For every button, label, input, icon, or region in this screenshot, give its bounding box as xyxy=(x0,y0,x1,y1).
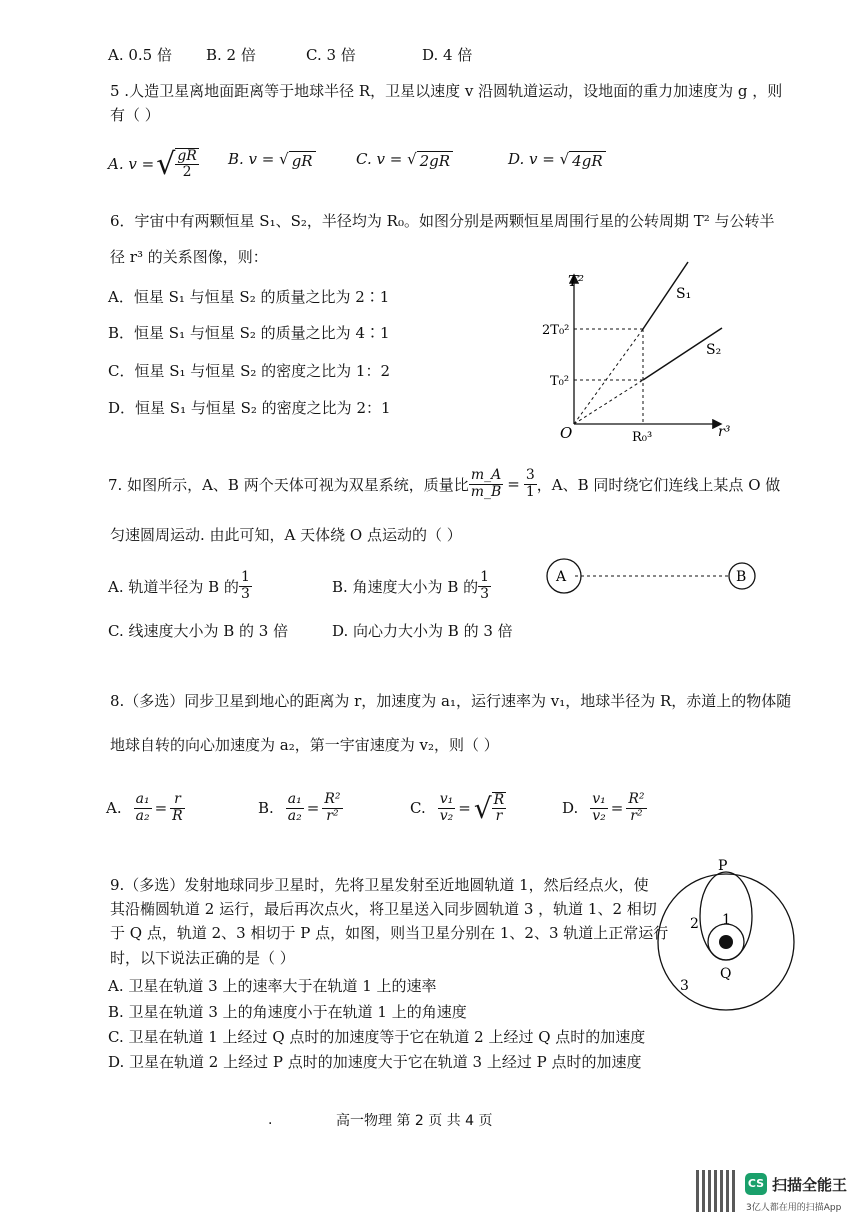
q9-stem-line1: 9.（多选）发射地球同步卫星时，先将卫星发射至近地圆轨道 1，然后经点火，使 xyxy=(110,876,649,894)
x-axis-label: r³ xyxy=(718,424,731,440)
q8-stem-line2: 地球自转的向心加速度为 a₂，第一宇宙速度为 v₂，则（ ） xyxy=(110,736,499,754)
q6-graph xyxy=(540,258,760,450)
s1-label: S₁ xyxy=(676,286,692,302)
earth-icon xyxy=(719,935,733,949)
q8-stem-line1: 8.（多选）同步卫星到地心的距离为 r，加速度为 a₁，运行速率为 v₁，地球半径为 R，赤道上的物体随 xyxy=(110,692,792,710)
point-p-label: P xyxy=(718,858,728,874)
tick-t0: T₀² xyxy=(550,374,570,389)
q4-option-b: B. 2 倍 xyxy=(206,46,256,64)
q6-stem-line1: 6．宇宙中有两颗恒星 S₁、S₂，半径均为 R₀。如图分别是两颗恒星周围行星的公转周期 T² 与公转半 xyxy=(110,212,775,230)
q9-stem-line2: 其沿椭圆轨道 2 运行，最后再次点火，将卫星送入同步圆轨道 3 ，轨道 1、2 相切 xyxy=(110,900,657,918)
q5-option-d: D. v = √ 4gR xyxy=(508,150,606,170)
body-b-label: B xyxy=(736,569,747,585)
q9-stem-line4: 时，以下说法正确的是（ ） xyxy=(110,949,295,967)
origin-label: O xyxy=(560,424,573,442)
q8-option-c: C. $\frac{\text{v₁}}{\text{v₂}}$ = √ $\frac{R}{r}$ xyxy=(410,791,505,825)
q6-option-b: B．恒星 S₁ 与恒星 S₂ 的质量之比为 4∶1 xyxy=(108,324,390,342)
s2-dashed xyxy=(574,380,643,424)
cs-logo-icon: CS xyxy=(745,1173,767,1195)
q4-option-a: A. 0.5 倍 xyxy=(108,46,172,64)
q9-option-c: C. 卫星在轨道 1 上经过 Q 点时的加速度等于它在轨道 2 上经过 Q 点时的加速度 xyxy=(108,1028,646,1046)
q7-option-b: B. 角速度大小为 B 的 $\frac{1}{3}$ xyxy=(332,569,490,602)
q9-orbit-diagram xyxy=(656,852,806,1022)
q7-stem-line1: 7. 如图所示，A、B 两个天体可视为双星系统，质量比 $\frac{m\_A}{m\_B}$ = $\frac{3}{1}$ ，A、B 同时绕它们连线上某点 O 做 xyxy=(108,467,781,500)
q7-option-d: D. 向心力大小为 B 的 3 倍 xyxy=(332,622,513,640)
watermark-tagline: 3亿人都在用的扫描App xyxy=(746,1203,842,1213)
q7-stem-line2: 匀速圆周运动. 由此可知，A 天体绕 O 点运动的（ ） xyxy=(110,526,462,544)
s1-dashed xyxy=(574,329,643,424)
tick-2t0: 2T₀² xyxy=(542,323,570,338)
q9-option-d: D. 卫星在轨道 2 上经过 P 点时的加速度大于它在轨道 3 上经过 P 点时的加速度 xyxy=(108,1053,642,1071)
q4-option-c: C. 3 倍 xyxy=(306,46,356,64)
q5-option-a: A. v = √ $\frac{gR}{2}$ xyxy=(108,146,197,182)
orbit-1-label: 1 xyxy=(722,912,731,928)
y-axis-label: T² xyxy=(568,272,585,290)
orbit-3-label: 3 xyxy=(680,978,689,994)
tick-r0: R₀³ xyxy=(632,430,653,445)
q5-option-b: B. v = √ gR xyxy=(228,150,316,170)
point-q-label: Q xyxy=(720,966,732,982)
q7-option-c: C. 线速度大小为 B 的 3 倍 xyxy=(108,622,289,640)
q6-option-c: C．恒星 S₁ 与恒星 S₂ 的密度之比为 1：2 xyxy=(108,362,390,380)
q6-stem-line2: 径 r³ 的关系图像，则： xyxy=(110,248,268,266)
q5-stem-line1: 5 .人造卫星离地面距离等于地球半径 R，卫星以速度 v 沿圆轨道运动，设地面的重力加速度为 g ，则 xyxy=(110,82,783,100)
q9-stem-line3: 于 Q 点，轨道 2、3 相切于 P 点，如图，则当卫星分别在 1、2、3 轨道上正常运行 xyxy=(110,924,669,942)
q4-option-d: D. 4 倍 xyxy=(422,46,473,64)
q7-option-a: A. 轨道半径为 B 的 $\frac{1}{3}$ xyxy=(108,569,250,602)
q6-option-a: A．恒星 S₁ 与恒星 S₂ 的质量之比为 2∶1 xyxy=(108,288,390,306)
page-footer: 高一物理 第 2 页 共 4 页 xyxy=(336,1113,493,1129)
q9-option-a: A. 卫星在轨道 3 上的速率大于在轨道 1 上的速率 xyxy=(108,977,437,995)
watermark-name: 扫描全能王 xyxy=(772,1176,848,1194)
q8-option-b: B. $\frac{\text{a₁}}{\text{a₂}}$ = $\frac{\text{R²}}{\text{r²}}$ xyxy=(258,791,341,824)
qr-code-icon xyxy=(696,1170,738,1212)
q8-option-d: D. $\frac{\text{v₁}}{\text{v₂}}$ = $\frac{\text{R²}}{\text{r²}}$ xyxy=(562,791,645,824)
s2-label: S₂ xyxy=(706,342,722,358)
q6-option-d: D．恒星 S₁ 与恒星 S₂ 的密度之比为 2：1 xyxy=(108,399,391,417)
q7-binary-diagram xyxy=(545,556,770,598)
orbit-2-label: 2 xyxy=(690,916,699,932)
q9-option-b: B. 卫星在轨道 3 上的角速度小于在轨道 1 上的角速度 xyxy=(108,1003,467,1021)
q5-option-c: C. v = √ 2gR xyxy=(356,150,453,170)
q5-stem-line2: 有（ ） xyxy=(110,106,160,124)
q8-option-a: A. $\frac{\text{a₁}}{\text{a₂}}$ = $\frac{r}{R}$ xyxy=(106,791,183,824)
footer-dot: · xyxy=(268,1116,273,1132)
body-a-label: A xyxy=(556,569,567,585)
